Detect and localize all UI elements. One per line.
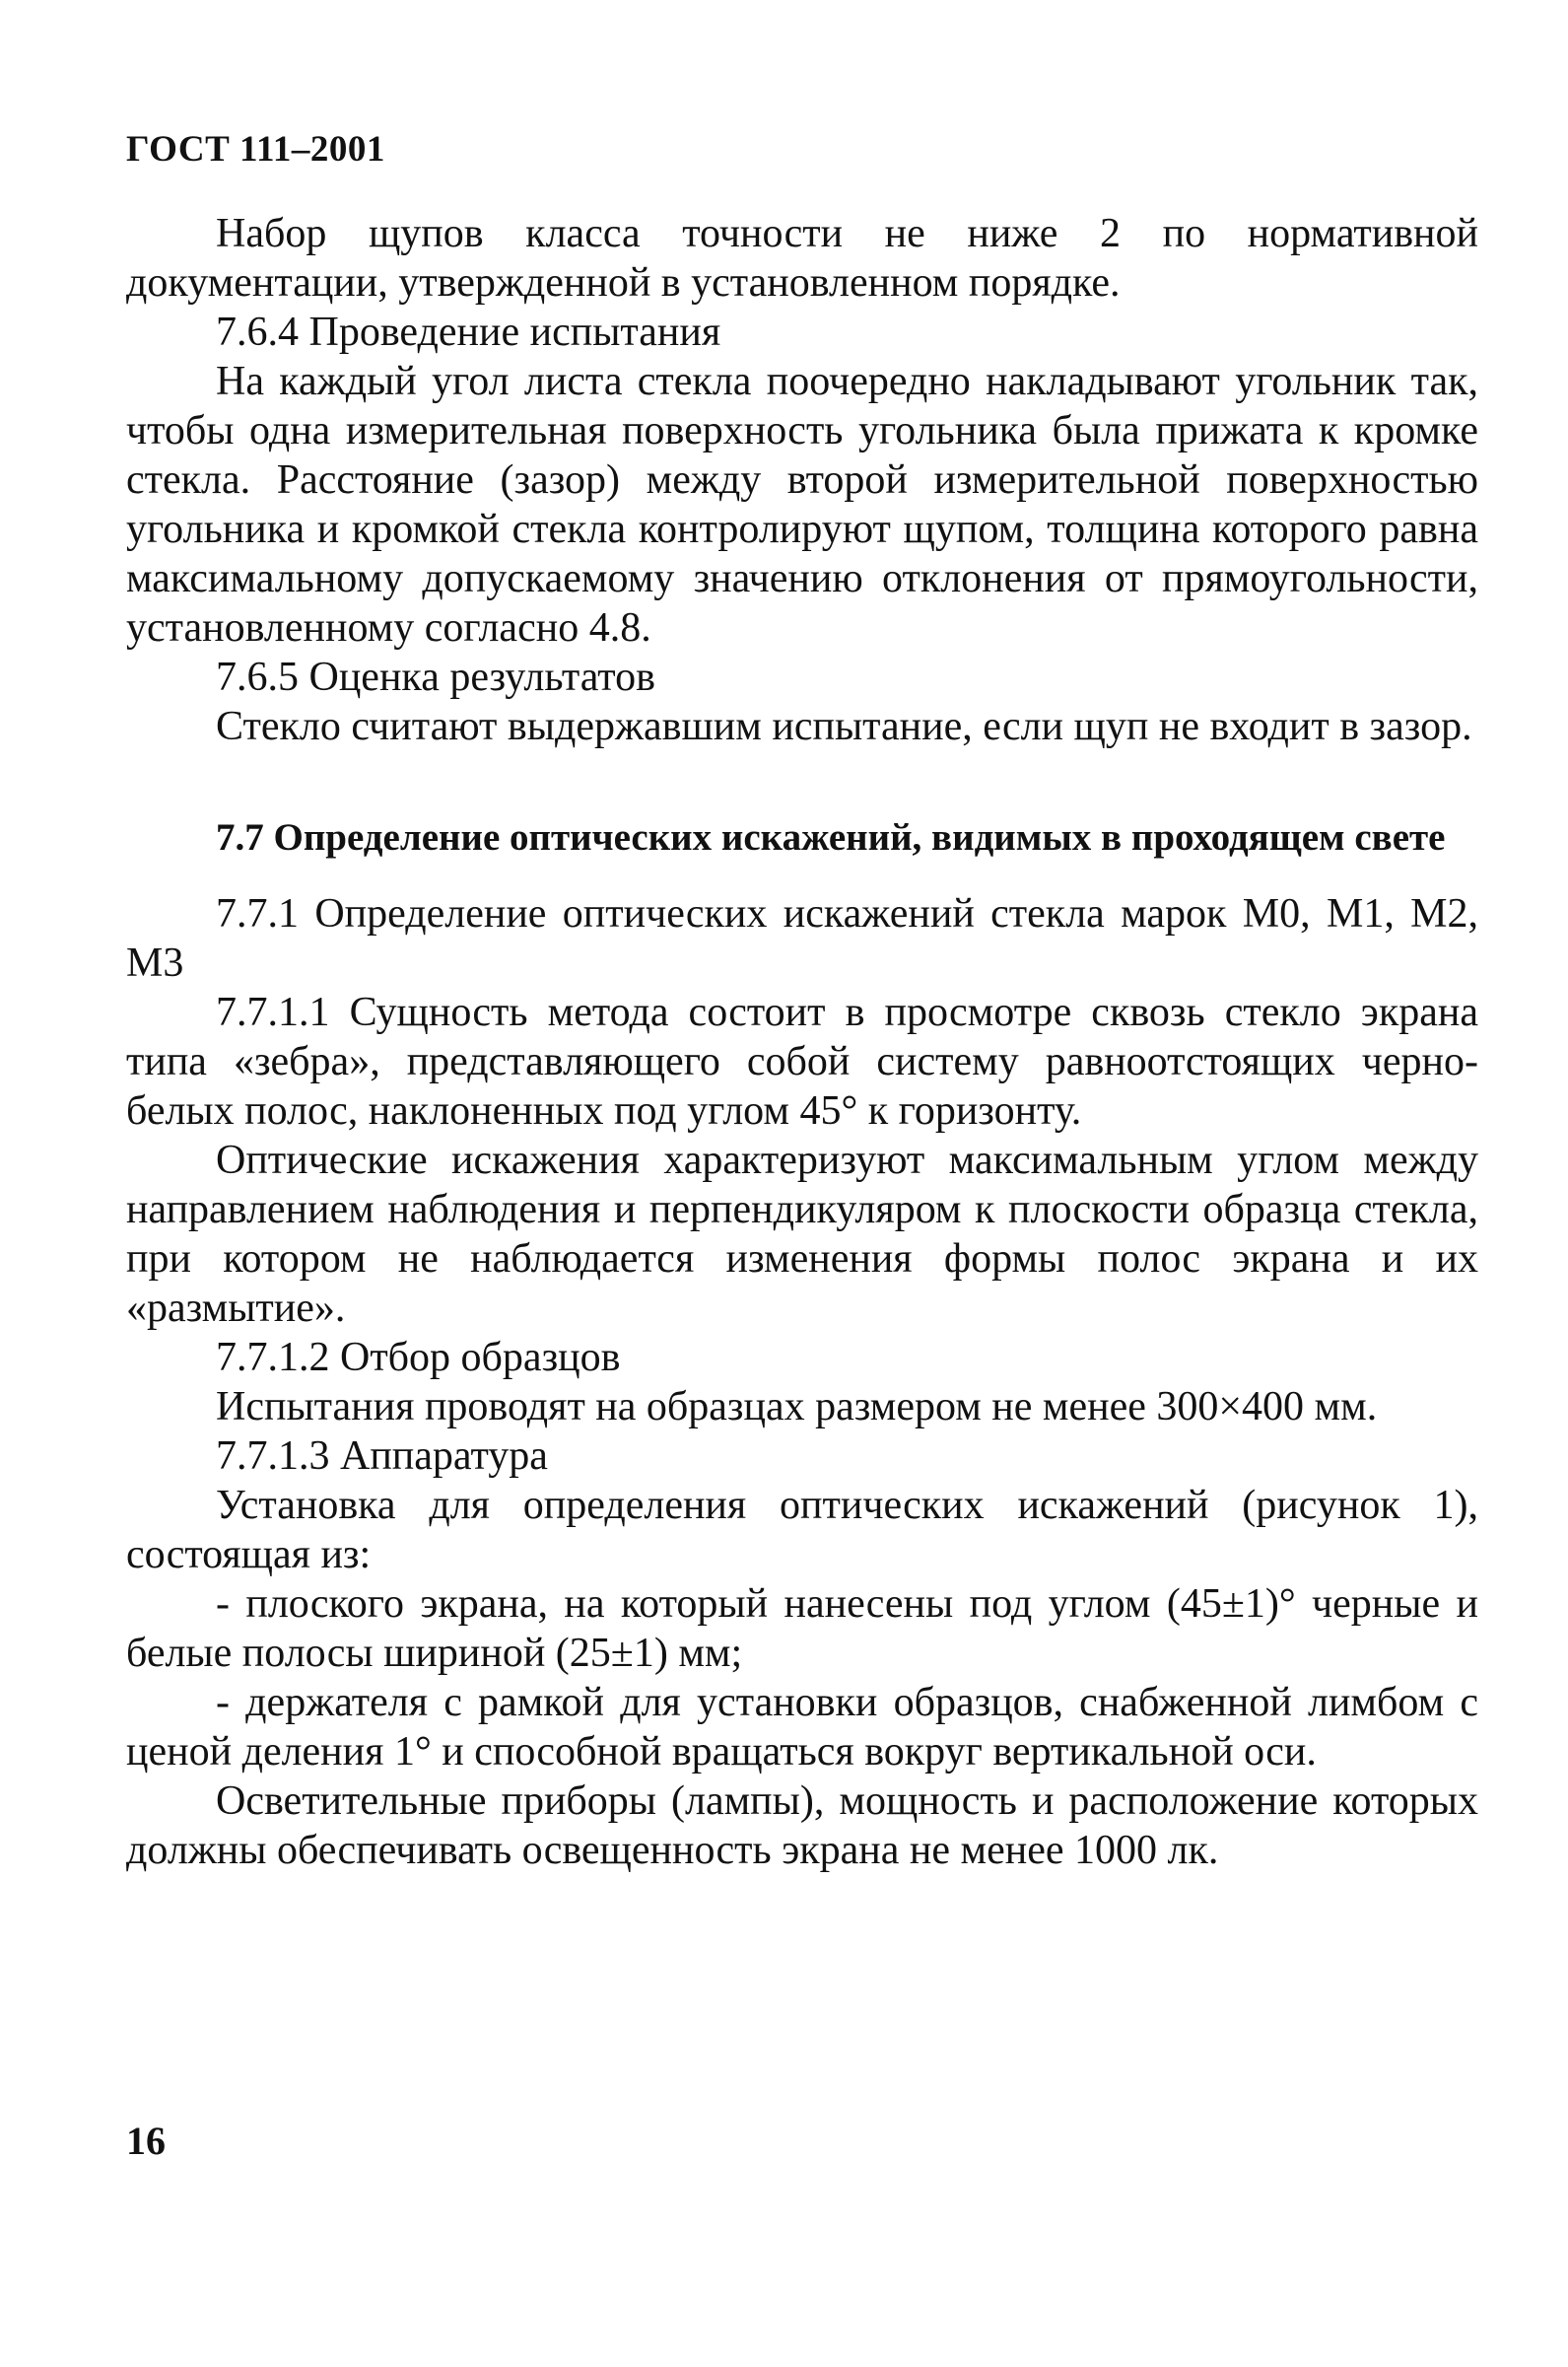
paragraph: Установка для определения оптических искажений (рисунок 1), состоящая из: [126,1483,1478,1577]
paragraph: Оптические искажения характеризуют максимальным углом между направлением наблюдения и перпендикуляром к плоскости образца стекла, при котором не наблюдается изменения формы полос экрана и их «размытие». [126,1138,1478,1331]
section-title: 7.7 Определение оптических искажений, видимых в проходящем свете [216,816,1446,859]
subsection-heading: 7.7.1.3 Аппаратура [216,1433,548,1479]
subsection-heading: 7.6.5 Оценка результатов [216,655,655,700]
subsection-heading: 7.7.1.2 Отбор образцов [216,1335,621,1380]
paragraph: Набор щупов класса точности не ниже 2 по нормативной документации, утвержденной в установленном порядке. [126,211,1478,306]
document-header: ГОСТ 111–2001 [126,129,385,170]
paragraph: Осветительные приборы (лампы), мощность и расположение которых должны обеспечивать освещенность экрана не менее 1000 лк. [126,1778,1478,1873]
paragraph: Испытания проводят на образцах размером не менее 300×400 мм. [216,1384,1378,1429]
paragraph: Стекло считают выдержавшим испытание, если щуп не входит в зазор. [216,704,1472,749]
page-number: 16 [126,2119,166,2163]
document-body [126,209,1478,1875]
subsection-heading: 7.7.1 Определение оптических искажений стекла марок М0, М1, М2, М3 [126,891,1478,986]
paragraph: На каждый угол листа стекла поочередно накладывают угольник так, чтобы одна измерительная поверхность угольника была прижата к кромке стекла. Расстояние (зазор) между второй измерительной поверхностью угольника и кромкой стекла контролируют щупом, толщина которого равна максимальному допускаемому значению отклонения от прямоугольности, установленному согласно 4.8. [126,359,1478,651]
list-item: - плоского экрана, на который нанесены под углом (45±1)° черные и белые полосы шириной (25±1) мм; [126,1581,1478,1676]
list-item: - держателя с рамкой для установки образцов, снабженной лимбом с ценой деления 1° и способной вращаться вокруг вертикальной оси. [126,1680,1478,1775]
subsection-heading: 7.6.4 Проведение испытания [216,310,721,355]
paragraph: 7.7.1.1 Сущность метода состоит в просмотре сквозь стекло экрана типа «зебра», представляющего собой систему равноотстоящих черно-белых полос, наклоненных под углом 45° к горизонту. [126,990,1478,1134]
